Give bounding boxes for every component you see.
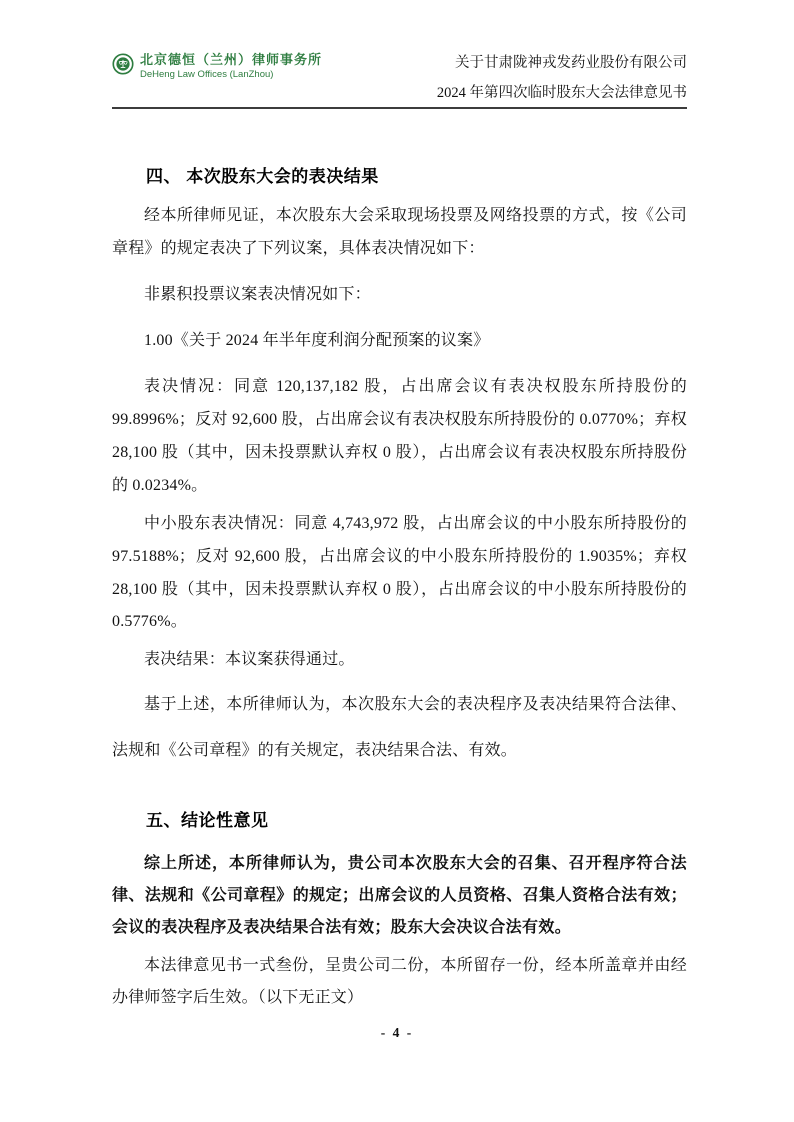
section-5-conclusion: 综上所述，本所律师认为，贵公司本次股东大会的召集、召开程序符合法律、法规和《公司章程》的规定；出席会议的人员资格、召集人资格合法有效；会议的表决程序及表决结果合法有效；股东大会决议合法有效。 bbox=[112, 854, 687, 937]
section-4-conclusion: 基于上述，本所律师认为，本次股东大会的表决程序及表决结果符合法律、法规和《公司章程》的有关规定，表决结果合法、有效。 bbox=[112, 696, 687, 759]
section-4-paragraph-2: 非累积投票议案表决情况如下： bbox=[144, 285, 371, 303]
document-title-line1: 关于甘肃陇神戎发药业股份有限公司 bbox=[455, 55, 687, 71]
page-header bbox=[112, 48, 687, 108]
page-number: - 4 - bbox=[380, 1025, 414, 1040]
document-body bbox=[112, 110, 687, 1015]
deheng-seal-icon bbox=[112, 53, 134, 75]
law-firm-name bbox=[140, 52, 322, 81]
document-header-titles bbox=[437, 48, 687, 108]
section-4-vote-result-all: 表决情况：同意 120,137,182 股，占出席会议有表决权股东所持股份的 99.8996%；反对 92,600 股，占出席会议有表决权股东所持股份的 0.0770%；弃权 28,100 股（其中，因未投票默认弃权 0 股），占出席会议有表决权股东所持股份的 0.0234%。 bbox=[112, 377, 687, 494]
law-firm-name-cn: 北京德恒（兰州）律师事务所 bbox=[140, 52, 323, 67]
section-5-heading: 五、结论性意见 bbox=[146, 810, 269, 830]
section-4-paragraph-1: 经本所律师见证，本次股东大会采取现场投票及网络投票的方式，按《公司章程》的规定表决了下列议案，具体表决情况如下： bbox=[112, 207, 687, 257]
law-firm-logo bbox=[112, 52, 322, 81]
section-5-copies-note: 本法律意见书一式叁份，呈贵公司二份，本所留存一份，经本所盖章并由经办律师签字后生效。（以下无正文） bbox=[112, 956, 687, 1007]
section-4-paragraph-3: 1.00《关于 2024 年半年度利润分配预案的议案》 bbox=[144, 331, 490, 349]
section-4-vote-result-minority: 中小股东表决情况：同意 4,743,972 股，占出席会议的中小股东所持股份的 97.5188%；反对 92,600 股，占出席会议的中小股东所持股份的 1.9035%；弃权 28,100 股（其中，因未投票默认弃权 0 股），占出席会议的中小股东所持股份的 0.5776%。 bbox=[112, 514, 687, 631]
section-4-heading: 四、 本次股东大会的表决结果 bbox=[146, 167, 379, 186]
section-4-vote-outcome: 表决结果：本议案获得通过。 bbox=[144, 651, 355, 669]
law-firm-name-en: DeHeng Law Offices (LanZhou) bbox=[140, 69, 274, 80]
header-divider bbox=[112, 107, 687, 109]
document-title-line2: 2024 年第四次临时股东大会法律意见书 bbox=[436, 85, 687, 101]
